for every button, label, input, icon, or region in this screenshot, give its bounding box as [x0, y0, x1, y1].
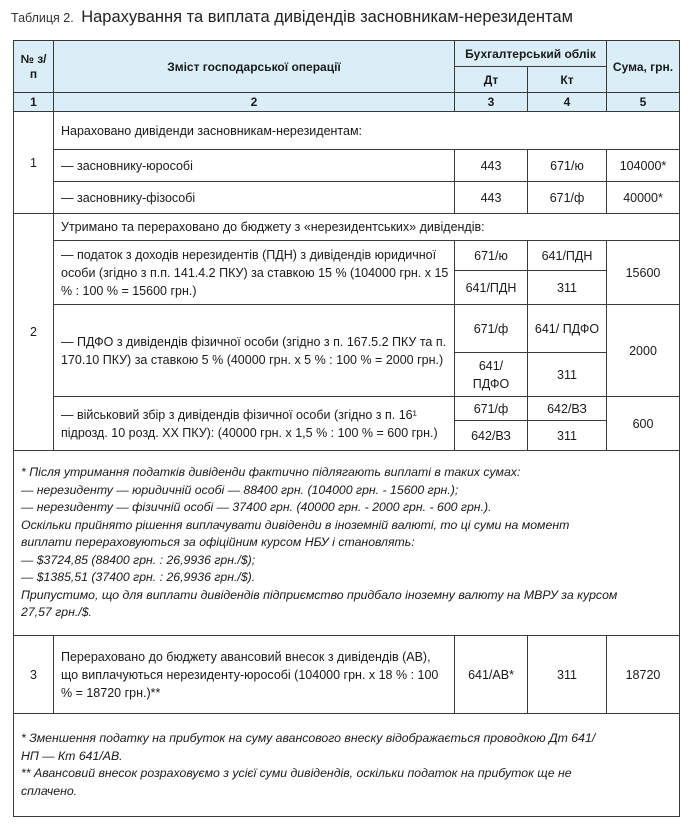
section2-group1-kt1: 641/ПДН [528, 241, 607, 271]
section1-row2-kt: 671/ф [528, 182, 607, 214]
section2-group1-dt1: 671/ю [455, 241, 528, 271]
table-row [14, 150, 680, 182]
section2-title: Утримано та перераховано до бюджету з «нерезидентських» дивідендів: [54, 214, 680, 241]
table-row [14, 397, 680, 421]
dividends-table [13, 40, 680, 817]
note2-line: сплачено. [21, 783, 78, 798]
note2-line: НП — Кт 641/АВ. [21, 748, 123, 763]
note1-line: — нерезиденту — фізичній особі — 37400 грн. (40000 грн. - 2000 грн. - 600 грн.). [21, 500, 492, 515]
note2-line: * Зменшення податку на прибуток на суму авансового внеску відображається проводкою Дт 641/ [21, 731, 596, 745]
note1-line: виплати перераховуються за офіційним курсом НБУ і становлять: [21, 535, 415, 550]
section3-num: 3 [14, 636, 54, 714]
note1-line: Припустимо, що для виплати дивідендів підприємство придбало іноземну валюту на МВРУ за курсом [21, 587, 618, 602]
section2-group1-sum: 15600 [607, 241, 680, 305]
section2-group3-dt2: 642/ВЗ [455, 421, 528, 451]
col-number-2: 2 [54, 93, 455, 112]
header-debit: Дт [455, 67, 528, 93]
section1-row1-sum: 104000* [607, 150, 680, 182]
section1-row2-sum: 40000* [607, 182, 680, 214]
col-number-1: 1 [14, 93, 54, 112]
note1-line: Оскільки прийнято рішення виплачувати дивіденди в іноземній валюті, то ці суми на момент [21, 517, 570, 532]
col-number-5: 5 [607, 93, 680, 112]
section3-sum: 18720 [607, 636, 680, 714]
section3-text: Перераховано до бюджету авансовий внесок з дивідендів (АВ), що виплачуються нерезиденту-юрособі (104000 грн. х 18 % : 100 % = 18720 грн.)** [54, 636, 455, 714]
note1-line: * Після утримання податків дивіденди фактично підлягають виплаті в таких сумах: [21, 465, 521, 480]
table-row [14, 305, 680, 353]
section2-group2-kt2: 311 [528, 353, 607, 397]
section1-row1-kt: 671/ю [528, 150, 607, 182]
table-caption [11, 8, 573, 27]
section3-kt: 311 [528, 636, 607, 714]
section2-group3-kt1: 642/ВЗ [528, 397, 607, 421]
table-row [14, 636, 680, 714]
section2-group2-dt1: 671/ф [455, 305, 528, 353]
caption-title: Нарахування та виплата дивідендів засновникам-нерезидентам [81, 8, 573, 26]
section2-group1-kt2: 311 [528, 271, 607, 305]
header-num: № з/п [14, 41, 54, 93]
section3-dt: 641/АВ* [455, 636, 528, 714]
section1-row2-text: — засновнику-фізособі [54, 182, 455, 214]
table-row [14, 182, 680, 214]
note1-line: — $1385,51 (37400 грн. : 26,9936 грн./$). [21, 570, 256, 585]
section2-group2-kt1: 641/ ПДФО [528, 305, 607, 353]
section1-title: Нараховано дивіденди засновникам-нерезидентам: [54, 112, 680, 150]
footnote-2 [14, 714, 680, 817]
section2-group3-kt2: 311 [528, 421, 607, 451]
section2-group1-dt2: 641/ПДН [455, 271, 528, 305]
caption-label: Таблиця 2. [11, 11, 74, 25]
section1-row1-text: — засновнику-юрособі [54, 150, 455, 182]
header-sum: Сума, грн. [607, 41, 680, 93]
section1-row2-dt: 443 [455, 182, 528, 214]
note1-line: — нерезиденту — юридичній особі — 88400 грн. (104000 грн. - 15600 грн.); [21, 482, 459, 497]
header-accounting: Бухгалтерський облік [455, 41, 607, 67]
table-row [14, 241, 680, 271]
section2-group3-dt1: 671/ф [455, 397, 528, 421]
section1-row1-dt: 443 [455, 150, 528, 182]
note1-line: — $3724,85 (88400 грн. : 26,9936 грн./$); [21, 552, 256, 567]
section2-group2-text: — ПДФО з дивідендів фізичної особи (згідно з п. 167.5.2 ПКУ та п. 170.10 ПКУ) за ставкою 5 % (40000 грн. х 5 % : 100 % = 2000 грн.) [54, 305, 455, 397]
note2-line: ** Авансовий внесок розраховуємо з усієї суми дивідендів, оскільки податок на прибуток ще не [21, 766, 572, 780]
section2-group2-dt2: 641/ ПДФО [455, 353, 528, 397]
section1-num: 1 [14, 112, 54, 214]
section2-group1-text: — податок з доходів нерезидентів (ПДН) з дивідендів юридичної особи (згідно з п.п. 141.4.2 ПКУ) за ставкою 15 % (104000 грн. х 15 % : 100 % = 15600 грн.) [54, 241, 455, 305]
section2-group2-sum: 2000 [607, 305, 680, 397]
header-credit: Кт [528, 67, 607, 93]
header-content: Зміст господарської операції [54, 41, 455, 93]
footnote-1 [14, 451, 680, 636]
col-number-4: 4 [528, 93, 607, 112]
col-number-3: 3 [455, 93, 528, 112]
section2-group3-text: — військовий збір з дивідендів фізичної особи (згідно з п. 16¹ підрозд. 10 розд. XX ПКУ): (40000 грн. х 1,5 % : 100 % = 600 грн.) [54, 397, 455, 451]
section2-num: 2 [14, 214, 54, 451]
note1-line: 27,57 грн./$. [21, 605, 92, 620]
section2-group3-sum: 600 [607, 397, 680, 451]
